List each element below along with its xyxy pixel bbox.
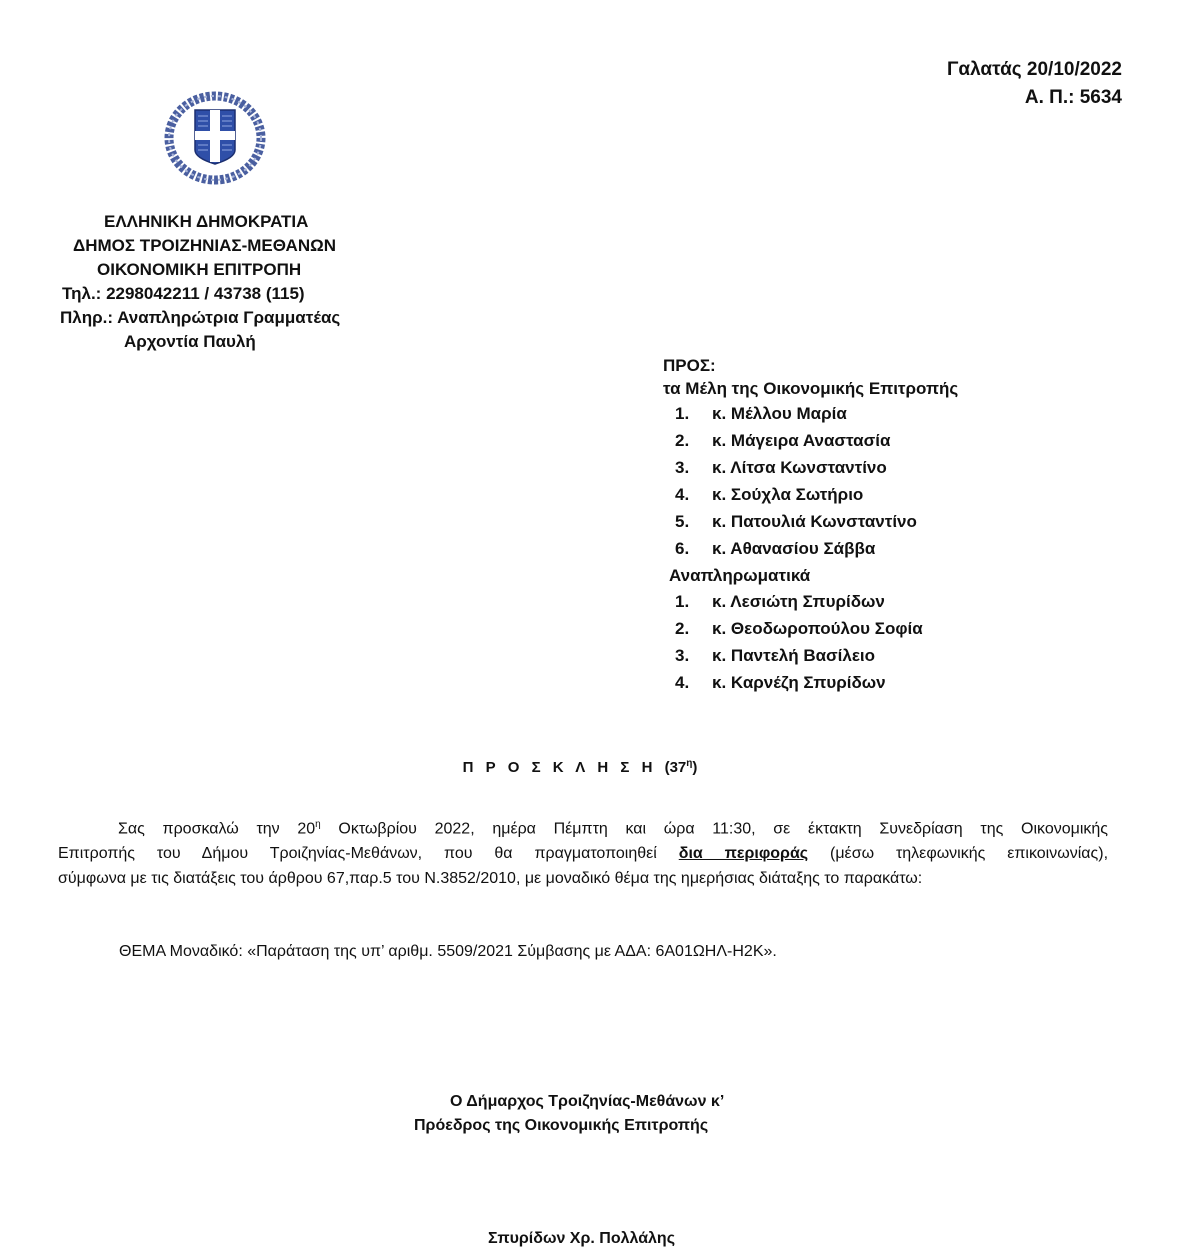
title-superscript: η [686, 758, 693, 769]
alternate-name: κ. Καρνέζη Σπυρίδων [712, 673, 886, 692]
list-number: 1. [675, 592, 690, 611]
body-line-1 [58, 812, 1108, 841]
protocol-number: Α. Π.: 5634 [1024, 87, 1122, 108]
members-heading: τα Μέλη της Οικονομικής Επιτροπής [663, 379, 959, 398]
list-number: 3. [675, 458, 690, 477]
body-line-2 [58, 841, 1108, 866]
alternate-name: κ. Λεσιώτη Σπυρίδων [712, 592, 885, 611]
circulation-emphasis: δια περιφοράς [678, 845, 809, 863]
list-item [675, 539, 875, 559]
member-name: κ. Μάγειρα Αναστασία [712, 431, 891, 450]
invitation-body [58, 812, 1108, 891]
member-name: κ. Πατουλιά Κωνσταντίνο [712, 512, 917, 531]
list-item [675, 512, 917, 532]
list-number: 6. [675, 539, 690, 558]
header-contact-name: Αρχοντία Παυλή [124, 332, 256, 351]
date-protocol-block [947, 56, 1122, 112]
member-name: κ. Αθανασίου Σάββα [712, 539, 876, 558]
list-number: 1. [675, 404, 690, 423]
title-text: Π Ρ Ο Σ Κ Λ Η Σ Η [462, 759, 657, 776]
list-item [675, 458, 887, 478]
alternates-heading: Αναπληρωματικά [669, 566, 811, 585]
title-close: ) [692, 759, 698, 776]
title-number: (37 [664, 759, 687, 776]
signatory-title: Ο Δήμαρχος Τροιζηνίας-Μεθάνων κ’ [450, 1093, 725, 1110]
recipients-label: ΠΡΟΣ: [663, 356, 716, 375]
invitation-title [0, 758, 1160, 776]
list-item [675, 619, 923, 639]
list-number: 4. [675, 673, 690, 692]
list-number: 3. [675, 646, 690, 665]
subject-line: ΘΕΜΑ Μοναδικό: «Παράταση της υπ’ αριθμ. 5509/2021 Σύμβασης με ΑΔΑ: 6Α01ΩΗΛ-Η2Κ». [119, 943, 777, 960]
place-date: Γαλατάς 20/10/2022 [947, 59, 1122, 80]
list-item [675, 592, 885, 612]
header-municipality: ΔΗΜΟΣ ΤΡΟΙΖΗΝΙΑΣ-ΜΕΘΑΝΩΝ [73, 236, 337, 255]
body-text: Σας προσκαλώ την 20 [118, 820, 316, 838]
body-text: Οκτωβρίου 2022, ημέρα Πέμπτη και ώρα 11:30, σε έκτακτη Συνεδρίαση της Οικονομικής [320, 820, 1108, 838]
list-item [675, 404, 847, 424]
member-name: κ. Λίτσα Κωνσταντίνο [712, 458, 887, 477]
alternate-name: κ. Θεοδωροπούλου Σοφία [712, 619, 923, 638]
list-item [675, 646, 875, 666]
body-superscript: η [315, 819, 321, 830]
header-contact: Πληρ.: Αναπληρώτρια Γραμματέας [60, 308, 341, 327]
signatory-name: Σπυρίδων Χρ. Πολλάλης [488, 1230, 676, 1247]
list-item [675, 431, 890, 451]
member-name: κ. Σούχλα Σωτήριο [712, 485, 864, 504]
header-country: ΕΛΛΗΝΙΚΗ ΔΗΜΟΚΡΑΤΙΑ [104, 212, 309, 231]
list-number: 2. [675, 431, 690, 450]
body-line-3: σύμφωνα με τις διατάξεις του άρθρου 67,παρ.5 του Ν.3852/2010, με μοναδικό θέμα της ημερήσιας διάταξης το παρακάτω: [58, 870, 923, 888]
signatory-role: Πρόεδρος της Οικονομικής Επιτροπής [414, 1117, 709, 1134]
list-number: 2. [675, 619, 690, 638]
body-text: (μέσω τηλεφωνικής επικοινωνίας), [808, 845, 1109, 863]
list-item [675, 485, 863, 505]
list-number: 5. [675, 512, 690, 531]
header-committee: ΟΙΚΟΝΟΜΙΚΗ ΕΠΙΤΡΟΠΗ [97, 260, 302, 279]
greek-coat-of-arms-icon [163, 88, 267, 188]
list-item [675, 673, 886, 693]
member-name: κ. Μέλλου Μαρία [712, 404, 847, 423]
list-number: 4. [675, 485, 690, 504]
alternate-name: κ. Παντελή Βασίλειο [712, 646, 876, 665]
header-phone: Τηλ.: 2298042211 / 43738 (115) [62, 284, 305, 303]
body-text: Επιτροπής του Δήμου Τροιζηνίας-Μεθάνων, που θα πραγματοποιηθεί [58, 845, 679, 863]
